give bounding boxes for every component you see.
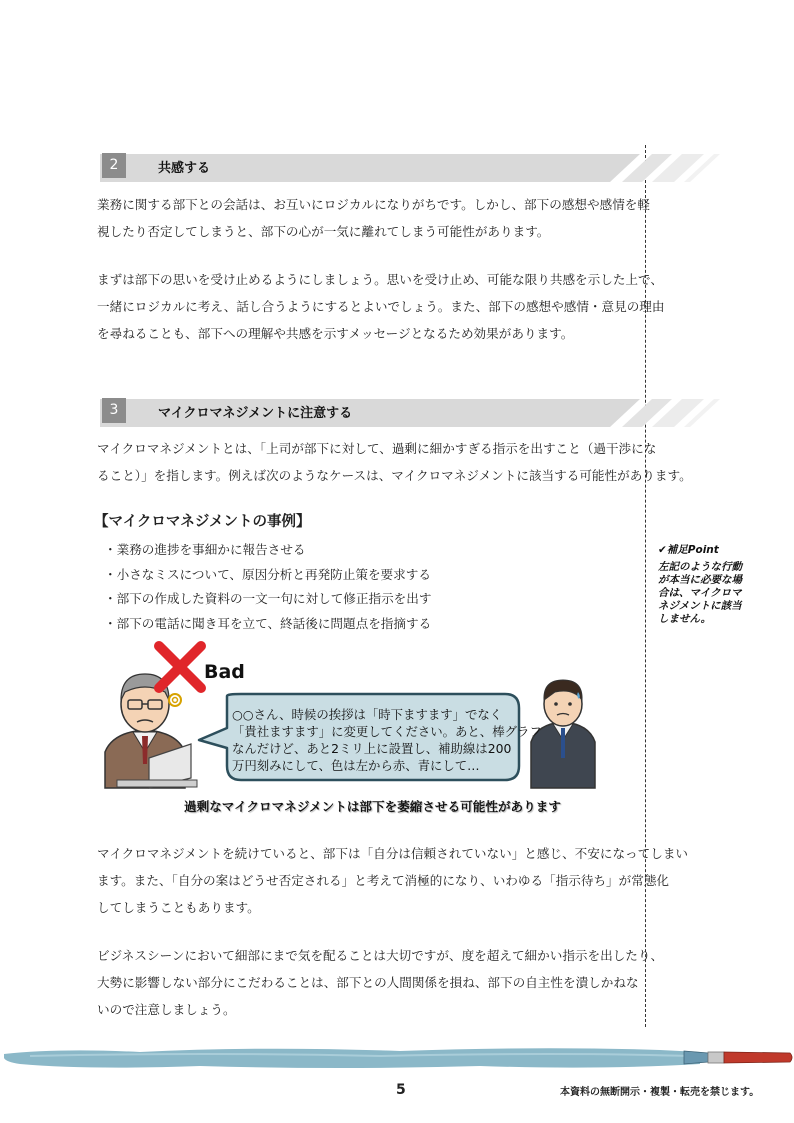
side-note-title: ✔補足Point [658,544,719,556]
side-note-line: ネジメントに該当 [658,600,742,612]
list-item: ・部下の電話に聞き耳を立て、終話後に問題点を指摘する [104,615,432,631]
paragraph [97,435,692,489]
text-line: ます。また、「自分の案はどうせ否定される」と考えて消極的になり、いわゆる「指示待ち」が常態化 [97,873,670,888]
text-line: 視したり否定してしまうと、部下の心が一気に離れてしまう可能性があります。 [97,224,550,239]
speech-bubble-text [232,706,542,774]
paragraph [97,840,689,921]
paragraph [97,266,665,347]
text-line: まずは部下の思いを受け止めるようにしましょう。思いを受け止め、可能な限り共感を示した上で、 [97,272,663,287]
paragraph [97,191,650,245]
text-line: マイクロマネジメントを続けていると、部下は「自分は信頼されていない」と感じ、不安になってしまい [97,846,689,861]
worry-swirl-icon [169,694,181,706]
copyright-notice: 本資料の無断開示・複製・転売を禁じます。 [560,1087,760,1098]
side-note-line: しません。 [658,613,712,625]
text-line: 万円刻みにして、色は左から赤、青にして… [232,758,480,773]
side-note [658,544,758,626]
section-number: 3 [102,398,126,423]
text-line: 業務に関する部下との会話は、お互いにロジカルになりがちです。しかし、部下の感想や感情を軽 [97,197,650,212]
section-number: 2 [102,153,126,178]
paintbrush-icon [684,1051,792,1064]
text-line: 「貴社ますます」に変更してください。あと、棒グラフ [232,724,542,739]
section-title: マイクロマネジメントに注意する [158,406,353,421]
section-3-header [100,398,700,432]
bad-cross-icon [159,646,201,688]
page-number: 5 [396,1082,406,1098]
list-item: ・業務の進捗を事細かに報告させる [104,542,306,557]
text-line: を尋ねることも、部下への理解や共感を示すメッセージとなるため効果があります。 [97,326,574,341]
brush-stroke-decoration [0,1040,794,1074]
side-note-line: が本当に必要な場 [658,574,742,586]
text-line: ること）」を指します。例えば次のようなケースは、マイクロマネジメントに該当する可能性があります。 [97,468,692,483]
paragraph [97,942,664,1023]
list-item: ・小さなミスについて、原因分析と再発防止策を要求する [104,566,431,582]
text-line: マイクロマネジメントとは、「上司が部下に対して、過剰に細かすぎる指示を出すこと（過干渉にな [97,441,657,456]
side-note-line: 合は、マイクロマ [658,587,742,599]
illustration-caption: 過剰なマイクロマネジメントは部下を萎縮させる可能性があります [184,799,561,814]
text-line: してしまうこともあります。 [97,900,260,915]
text-line: ○○さん、時候の挨拶は「時下ますます」でなく [232,707,503,722]
text-line: ビジネスシーンにおいて細部にまで気を配ることは大切ですが、度を超えて細かい指示を出したり、 [97,948,664,963]
text-line: 一緒にロジカルに考え、話し合うようにするとよいでしょう。また、部下の感想や感情・意見の理由 [97,299,665,314]
text-line: いので注意しましょう。 [97,1002,236,1017]
section-title: 共感する [158,161,211,176]
section-2-header [100,153,700,187]
list-item: ・部下の作成した資料の一文一句に対して修正指示を出す [104,591,432,606]
case-list-title: 【マイクロマネジメントの事例】 [94,514,311,530]
bad-label: Bad [204,661,245,683]
side-note-line: 左記のような行動 [658,561,742,573]
text-line: 大勢に影響しない部分にこだわることは、部下との人間関係を損ね、部下の自主性を潰しかねな [97,975,639,990]
text-line: なんだけど、あと2ミリ上に設置し、補助線は200 [232,741,512,756]
case-list [104,538,431,636]
